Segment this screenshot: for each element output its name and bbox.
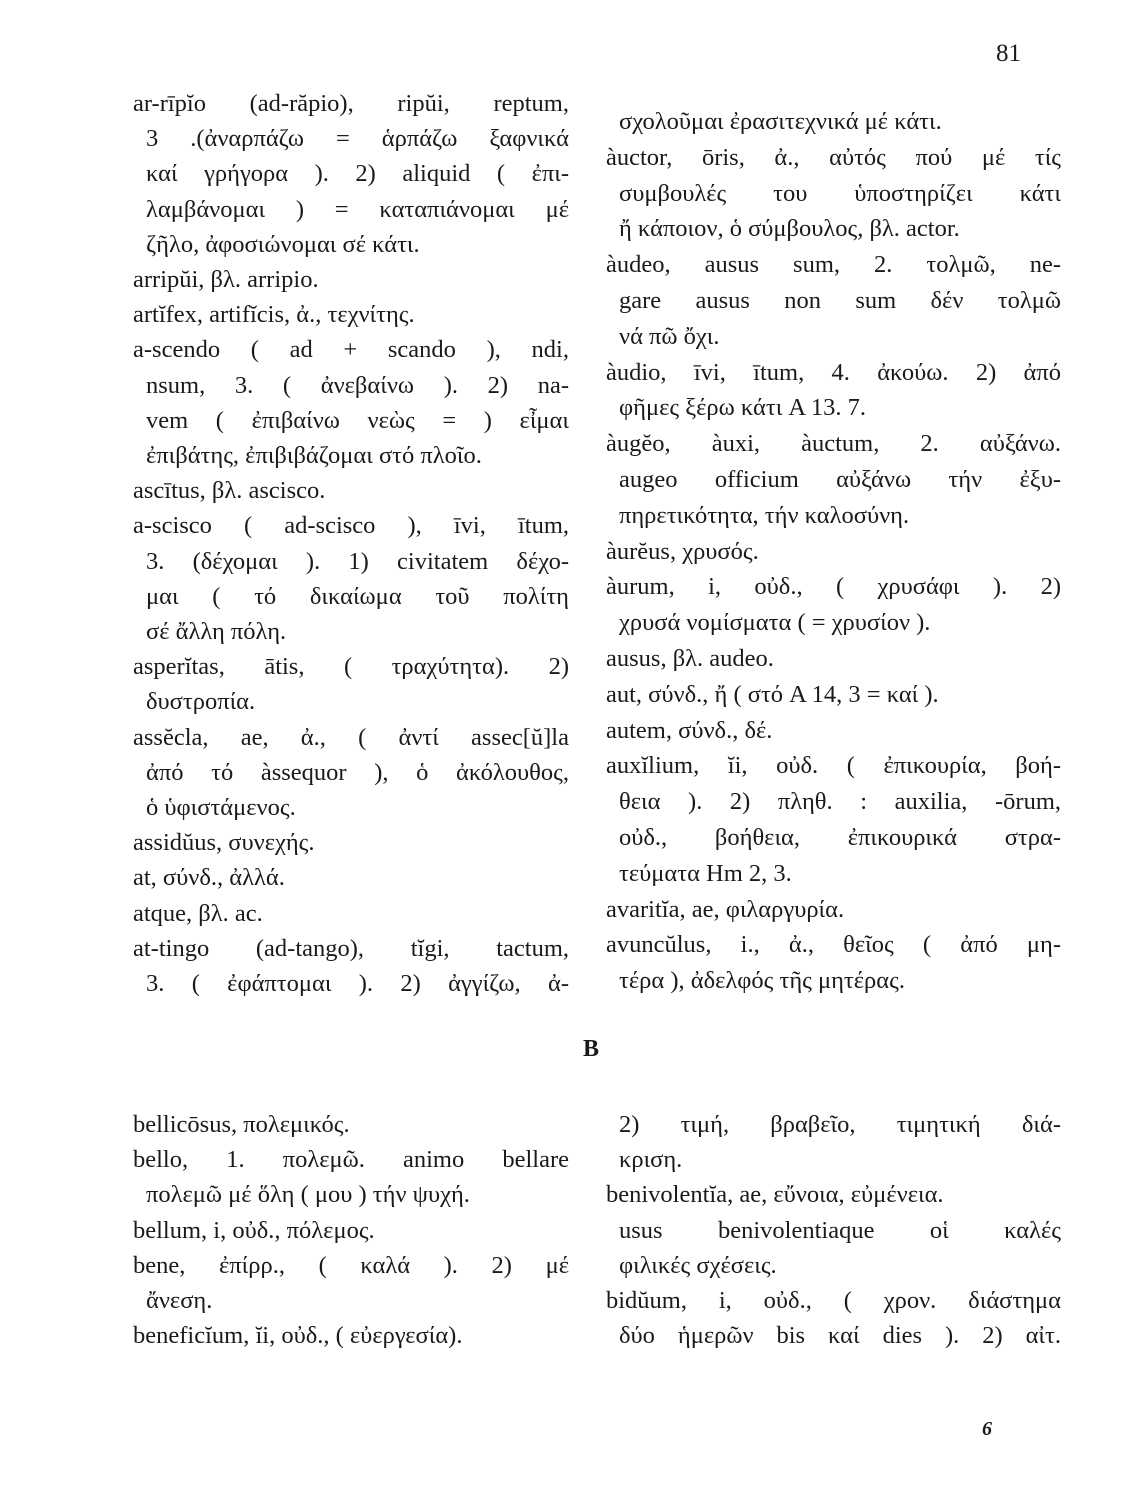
dictionary-entry-line: augeo officium αὐξάνω τήν ἐξυ- [619,466,1061,493]
dictionary-entry-headline: bellicōsus, πολεμικός. [133,1111,350,1138]
dictionary-entry-line: φιλικές σχέσεις. [619,1251,777,1279]
dictionary-entry-line: ἐπιβάτης, ἐπιβιβάζομαι στό πλοῖο. [146,442,482,469]
dictionary-entry-headline: avuncŭlus, i., ἀ., θεῖος ( ἀπό μη- [606,931,1061,959]
dictionary-entry-line: σχολοῦμαι ἐρασιτεχνικά μέ κάτι. [619,108,942,135]
dictionary-entry-headline: autem, σύνδ., δέ. [606,716,773,744]
dictionary-entry-line: ἀπό τό àssequor ), ὁ ἀκόλουθος, [146,758,569,786]
dictionary-entry-line: τέρα ), ἀδελφός τῆς μητέρας. [619,967,905,995]
dictionary-entry-headline: assĕcla, ae, ἀ., ( ἀντί assec[ŭ]la [133,723,569,751]
dictionary-entry-line: καί γρήγορα ). 2) aliquid ( ἐπι- [146,160,569,188]
dictionary-entry-line: μαι ( τό δικαίωμα τοῦ πολίτη [146,582,569,610]
dictionary-entry-headline: àurĕus, χρυσός. [606,537,759,565]
page-number: 81 [996,40,1021,67]
dictionary-entry-line: vem ( ἐπιβαίνω νεὼς = ) εἶμαι [146,406,569,434]
dictionary-entry-headline: àudeo, ausus sum, 2. τολμῶ, ne- [606,251,1061,279]
dictionary-entry-headline: assidŭus, συνεχής. [133,829,315,857]
dictionary-entry-headline: àugĕo, àuxi, àuctum, 2. αὐξάνω. [606,430,1061,458]
dictionary-entry-line: σέ ἄλλη πόλη. [146,618,287,645]
dictionary-entry-line: κριση. [619,1146,683,1174]
dictionary-entry-line: δύο ἡμερῶν bis καί dies ). 2) αἰτ. [619,1322,1061,1350]
dictionary-entry-headline: atque, βλ. ac. [133,899,263,927]
dictionary-entry-headline: a-scisco ( ad-scisco ), īvi, ītum, [133,512,569,540]
dictionary-entry-line: πηρετικότητα, τήν καλοσύνη. [619,501,910,529]
dictionary-entry-line: πολεμῶ μέ ὅλη ( μου ) τήν ψυχή. [146,1181,470,1209]
dictionary-entry-headline: a-scendo ( ad + scando ), ndi, [133,336,569,364]
dictionary-entry-line: λαμβάνομαι ) = καταπιάνομαι μέ [146,195,569,223]
dictionary-entry-headline: avaritĭa, ae, φιλαργυρία. [606,895,845,923]
dictionary-entry-line: νά πῶ ὄχι. [619,322,720,350]
dictionary-entry-headline: ascītus, βλ. ascisco. [133,477,326,505]
dictionary-entry-line: ἄνεση. [146,1287,213,1314]
dictionary-entry-line: 3. ( ἐφάπτομαι ). 2) ἀγγίζω, ἀ- [146,970,569,997]
dictionary-entry-line: ἤ κάποιον, ὁ σύμβουλος, βλ. actor. [619,215,960,243]
dictionary-entry-headline: àurum, i, οὐδ., ( χρυσάφι ). 2) [606,573,1061,601]
dictionary-entry-line: 3 .(ἀναρπάζω = ἁρπάζω ξαφνικά [146,125,569,153]
dictionary-entry-headline: bello, 1. πολεμῶ. animo bellare [133,1146,569,1174]
dictionary-entry-headline: aut, σύνδ., ἤ ( στό A 14, 3 = καί ). [606,680,939,708]
dictionary-entry-headline: arripŭi, βλ. arripio. [133,266,319,293]
dictionary-entry-headline: artĭfex, artifĭcis, ἀ., τεχνίτης. [133,301,415,329]
dictionary-entry-headline: bidŭum, i, οὐδ., ( χρον. διάστημα [606,1287,1061,1314]
dictionary-entry-headline: benivolentĭa, ae, εὔνοια, εὐμένεια. [606,1181,944,1209]
signature-mark: 6 [982,1418,992,1440]
dictionary-entry-headline: àuctor, ōris, ἀ., αὐτός πού μέ τίς [606,143,1061,171]
dictionary-entry-headline: at-tingo (ad-tango), tĭgi, tactum, [133,934,569,962]
dictionary-entry-line: χρυσά νομίσματα ( = χρυσίον ). [619,609,931,637]
dictionary-entry-line: δυστροπία. [146,688,256,716]
dictionary-entry-line: οὐδ., βοήθεια, ἐπικουρικά στρα- [619,824,1061,851]
dictionary-entry-headline: beneficĭum, ĭi, οὐδ., ( εὐεργεσία). [133,1322,463,1350]
dictionary-entry-line: usus benivolentiaque οἱ καλές [619,1216,1061,1244]
dictionary-entry-headline: àudio, īvi, ītum, 4. ἀκούω. 2) ἀπό [606,358,1061,386]
dictionary-entry-headline: ausus, βλ. audeo. [606,645,774,672]
dictionary-entry-line: nsum, 3. ( ἀνεβαίνω ). 2) na- [146,371,569,399]
dictionary-entry-headline: asperĭtas, ātis, ( τραχύτητα). 2) [133,653,569,681]
dictionary-entry-line: ζῆλο, ἀφοσιώνομαι σέ κάτι. [146,230,420,258]
dictionary-entry-line: συμβουλές του ὑποστηρίζει κάτι [619,179,1061,207]
dictionary-entry-line: θεια ). 2) πληθ. : auxilia, -ōrum, [619,788,1061,816]
dictionary-entry-headline: bellum, i, οὐδ., πόλεμος. [133,1216,375,1244]
dictionary-entry-line: 2) τιμή, βραβεῖο, τιμητική διά- [619,1111,1061,1138]
dictionary-entry-line: τεύματα Hm 2, 3. [619,859,792,887]
dictionary-entry-headline: bene, ἐπίρρ., ( καλά ). 2) μέ [133,1251,569,1279]
dictionary-entry-headline: at, σύνδ., ἀλλά. [133,864,285,892]
section-heading-b: B [583,1036,600,1062]
dictionary-entry-headline: ar-rīpĭo (ad-răpio), ripŭi, reptum, [133,90,569,117]
dictionary-entry-line: 3. (δέχομαι ). 1) civitatem δέχο- [146,547,569,575]
dictionary-entry-line: gare ausus non sum δέν τολμῶ [619,287,1061,314]
dictionary-entry-line: ὁ ὑφιστάμενος. [146,794,296,821]
dictionary-entry-headline: auxĭlium, ĭi, οὐδ. ( ἐπικουρία, βοή- [606,752,1061,780]
dictionary-entry-line: φῆμες ξέρω κάτι A 13. 7. [619,394,867,422]
